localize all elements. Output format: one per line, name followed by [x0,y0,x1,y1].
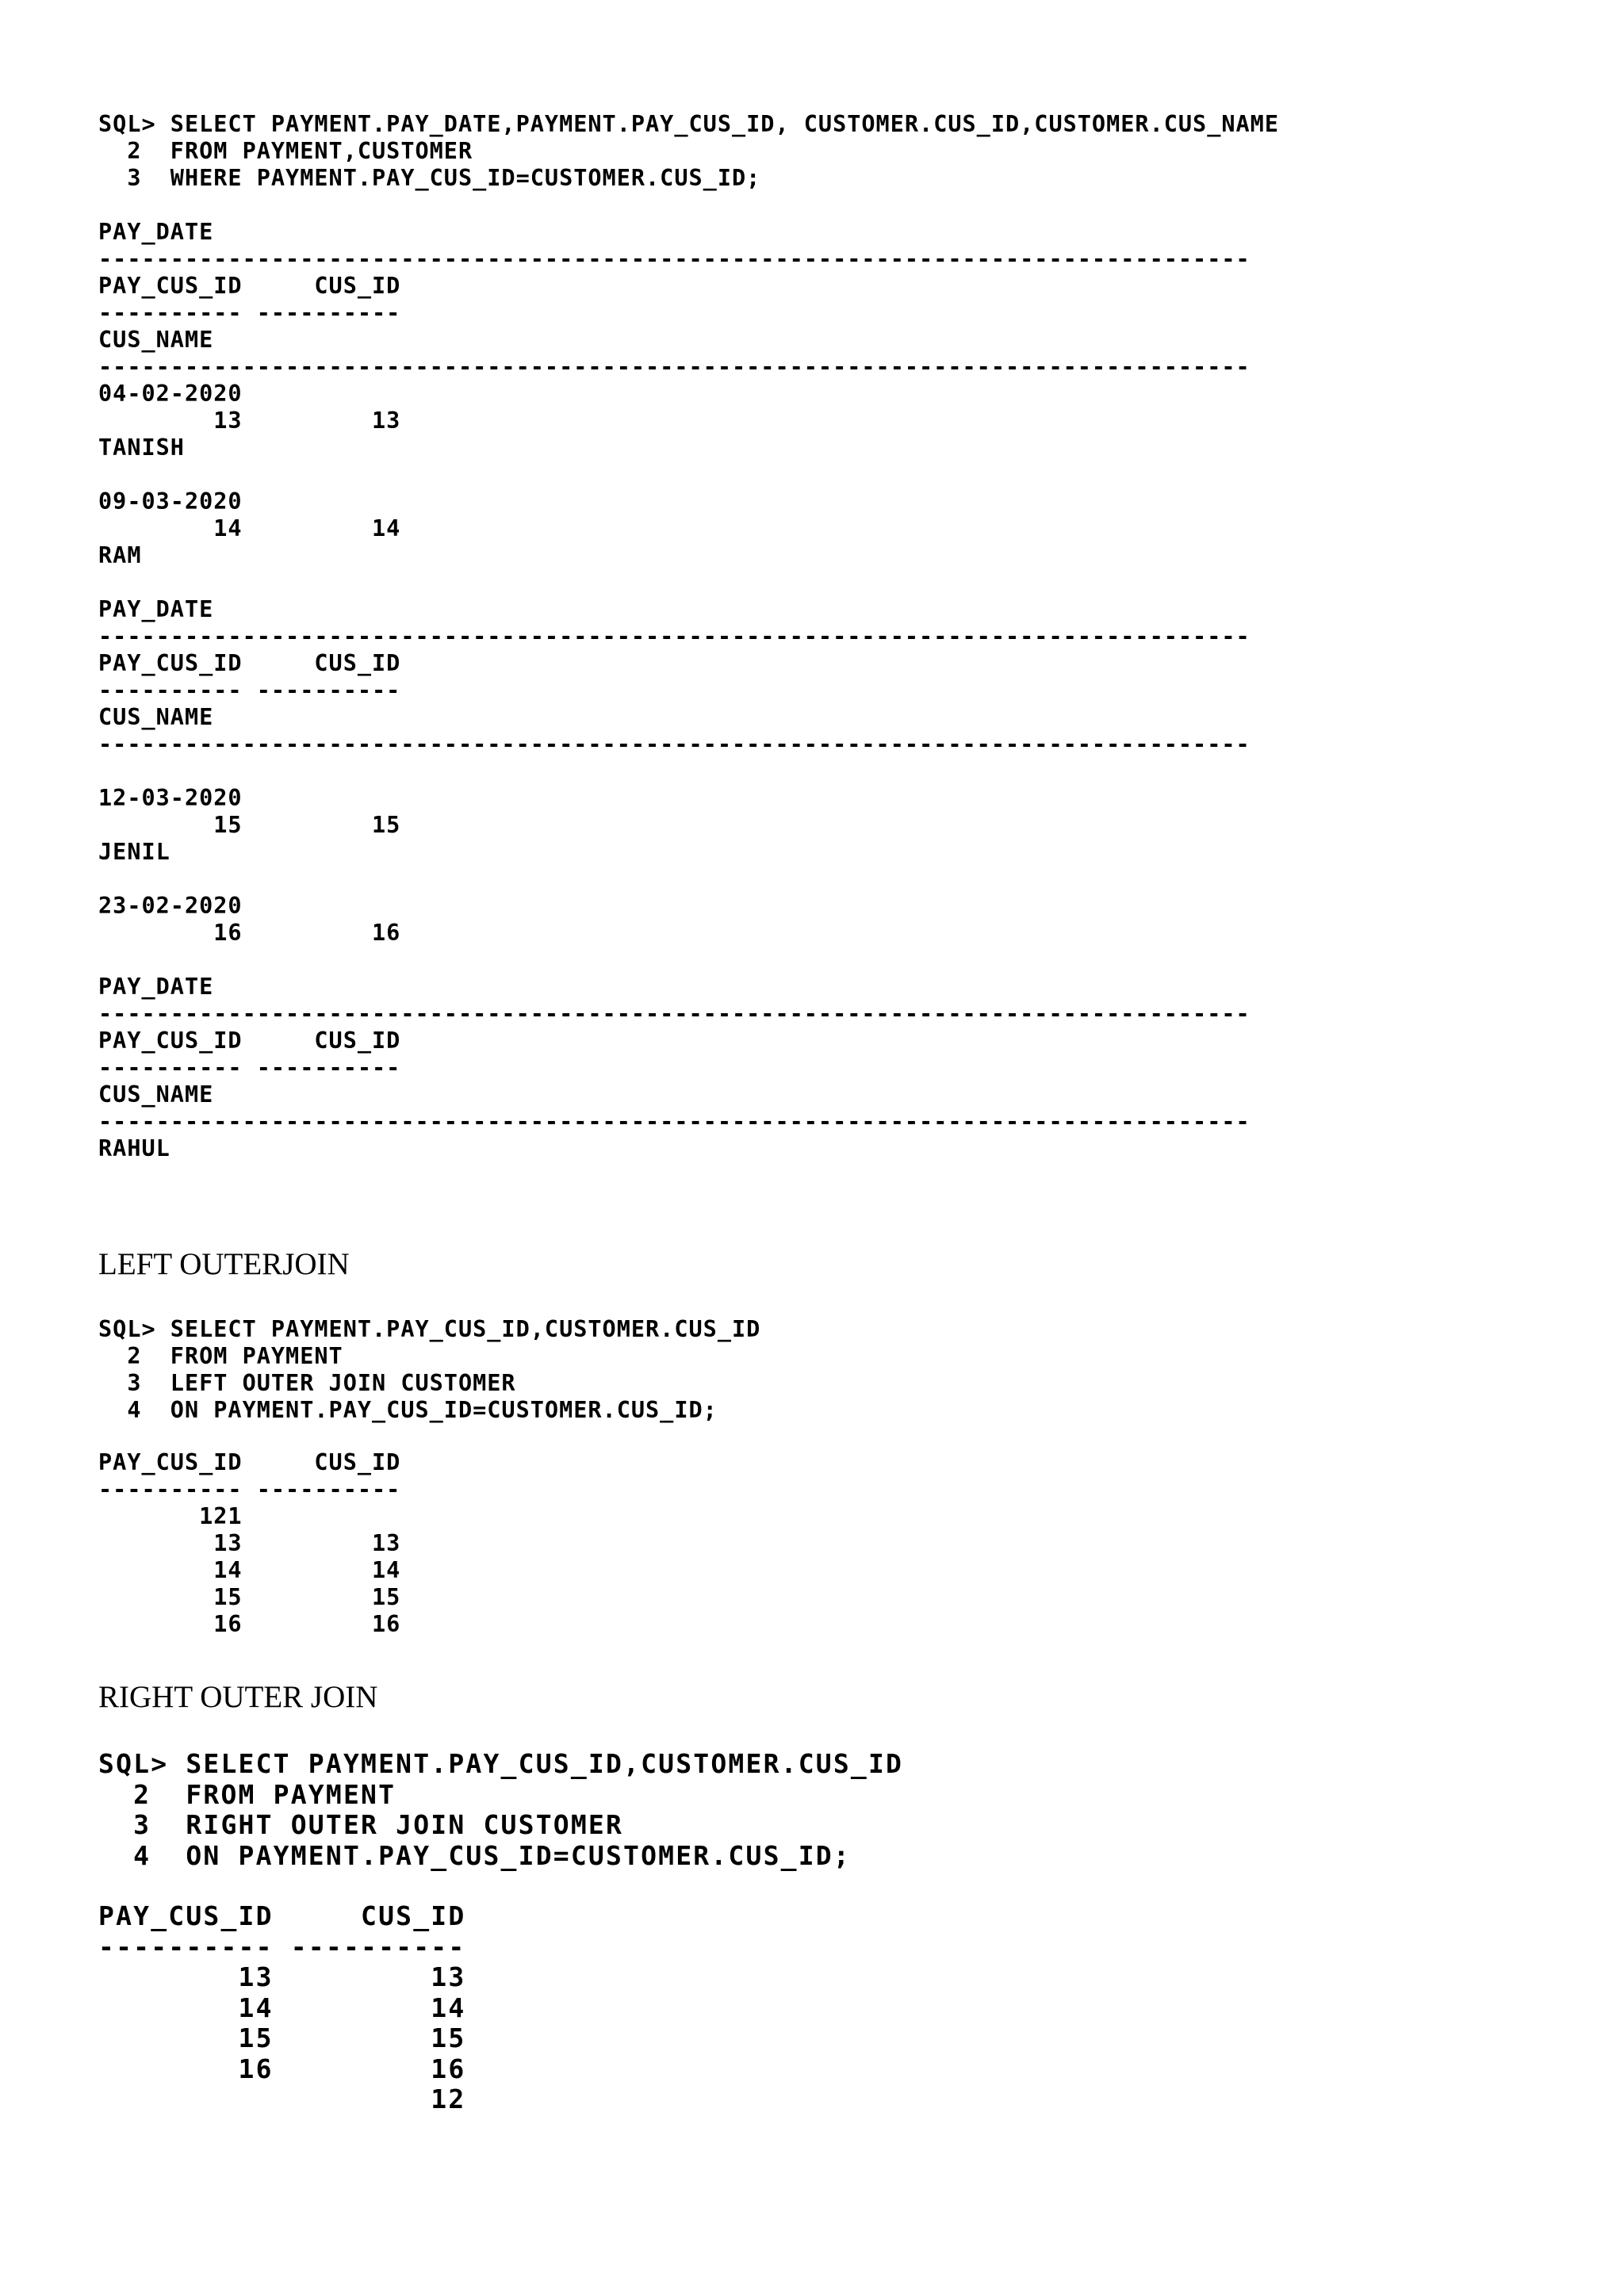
inner-join-result: PAY_DATE -------------------------------------------------------------------------------- PAY_CUS_ID CUS_ID ---------- ---------- CUS_NAME -------------------------------------------------------------------------------- 04-02-2020 13 13 TANISH 09-03-2020 14 14 RAM PAY_DATE -------------------------------------------------------------------------------- PAY_CUS_ID CUS_ID ---------- ---------- CUS_NAME -------------------------------------------------------------------------------- 12-03-2020 15 15 JENIL 23-02-2020 16 16 PAY_DATE -------------------------------------------------------------------------------- PAY_CUS_ID CUS_ID ---------- ---------- CUS_NAME -------------------------------------------------------------------------------- RAHUL [98,219,1251,1161]
left-outer-join-heading: LEFT OUTERJOIN [98,1247,350,1281]
right-outer-join-heading: RIGHT OUTER JOIN [98,1680,378,1714]
left-outer-join-result: PAY_CUS_ID CUS_ID ---------- ---------- 121 13 13 14 14 15 15 16 16 [98,1449,401,1637]
inner-join-query: SQL> SELECT PAYMENT.PAY_DATE,PAYMENT.PAY_CUS_ID, CUSTOMER.CUS_ID,CUSTOMER.CUS_NAME 2 FROM PAYMENT,CUSTOMER 3 WHERE PAYMENT.PAY_CUS_ID=CUSTOMER.CUS_ID; [98,111,1279,191]
left-outer-join-query: SQL> SELECT PAYMENT.PAY_CUS_ID,CUSTOMER.CUS_ID 2 FROM PAYMENT 3 LEFT OUTER JOIN CUSTOMER 4 ON PAYMENT.PAY_CUS_ID=CUSTOMER.CUS_ID; [98,1316,761,1423]
right-outer-join-result: PAY_CUS_ID CUS_ID ---------- ---------- 13 13 14 14 15 15 16 16 12 [98,1900,466,2114]
right-outer-join-query: SQL> SELECT PAYMENT.PAY_CUS_ID,CUSTOMER.CUS_ID 2 FROM PAYMENT 3 RIGHT OUTER JOIN CUSTOMER 4 ON PAYMENT.PAY_CUS_ID=CUSTOMER.CUS_ID; [98,1748,904,1871]
